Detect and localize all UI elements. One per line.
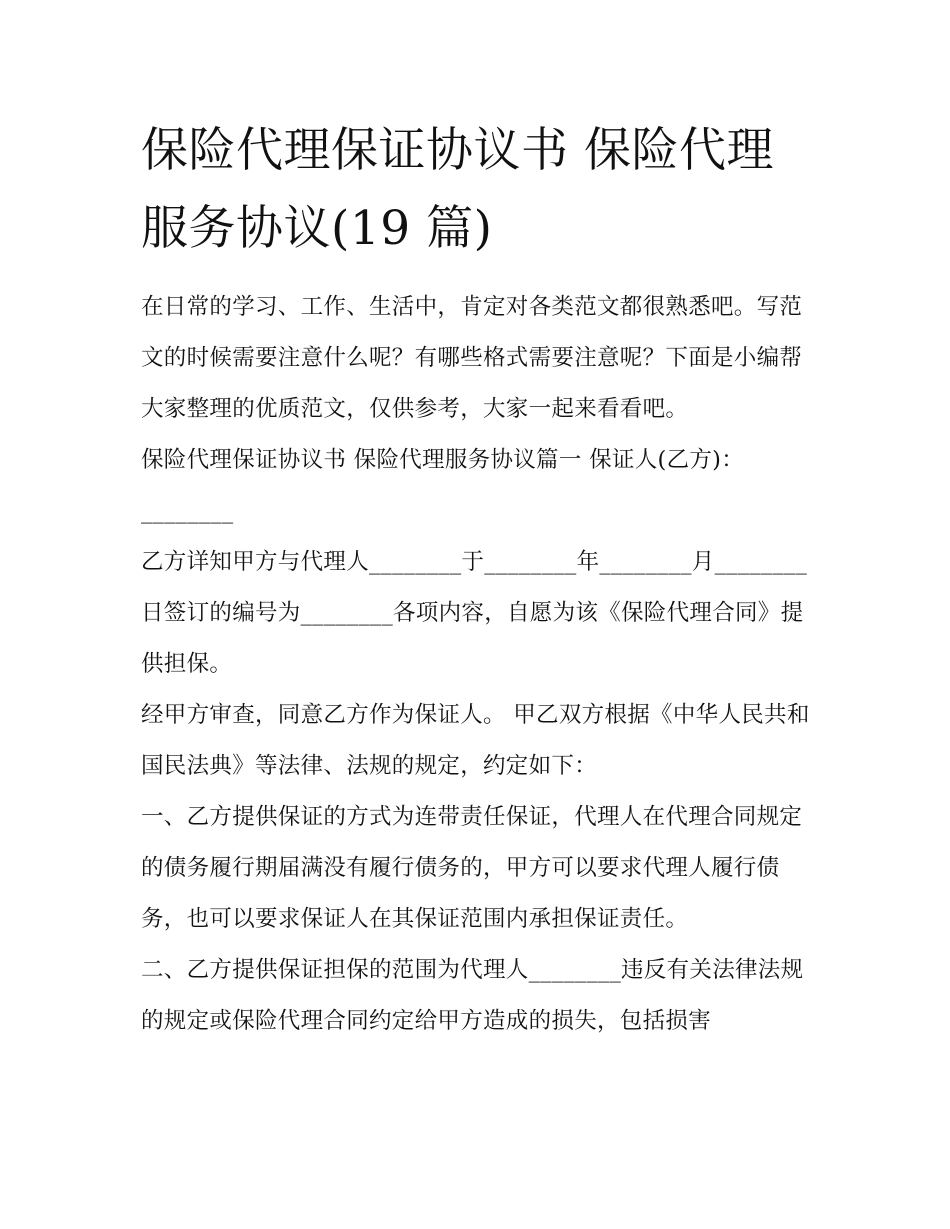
paragraph-clause-one: 一、乙方提供保证的方式为连带责任保证，代理人在代理合同规定的债务履行期届满没有履行债务的，甲方可以要求代理人履行债务，也可以要求保证人在其保证范围内承担保证责任。 (141, 804, 803, 932)
document-page (141, 112, 821, 1047)
document-title: 保险代理保证协议书 保险代理服务协议(19 篇) (141, 123, 774, 256)
paragraph-clause-two: 二、乙方提供保证担保的范围为代理人________违反有关法律法规的规定或保险代理合同约定给甲方造成的损失，包括损害 (141, 957, 804, 1034)
paragraph-intro: 在日常的学习、工作、生活中，肯定对各类范文都很熟悉吧。写范文的时候需要注意什么呢？有哪些格式需要注意呢？下面是小编帮大家整理的优质范文，仅供参考，大家一起来看看吧。 (141, 294, 803, 422)
paragraph-review: 经甲方审查，同意乙方作为保证人。 甲乙双方根据《中华人民共和国民法典》等法律、法规的规定，约定如下： (141, 702, 810, 779)
paragraph-contract-details: 乙方详知甲方与代理人________于________年________月________日签订的编号为________各项内容，自愿为该《保险代理合同》提供担保。 (141, 549, 808, 677)
paragraph-heading-guarantor: 保险代理保证协议书 保险代理服务协议篇一 保证人(乙方)：________ (141, 447, 745, 524)
